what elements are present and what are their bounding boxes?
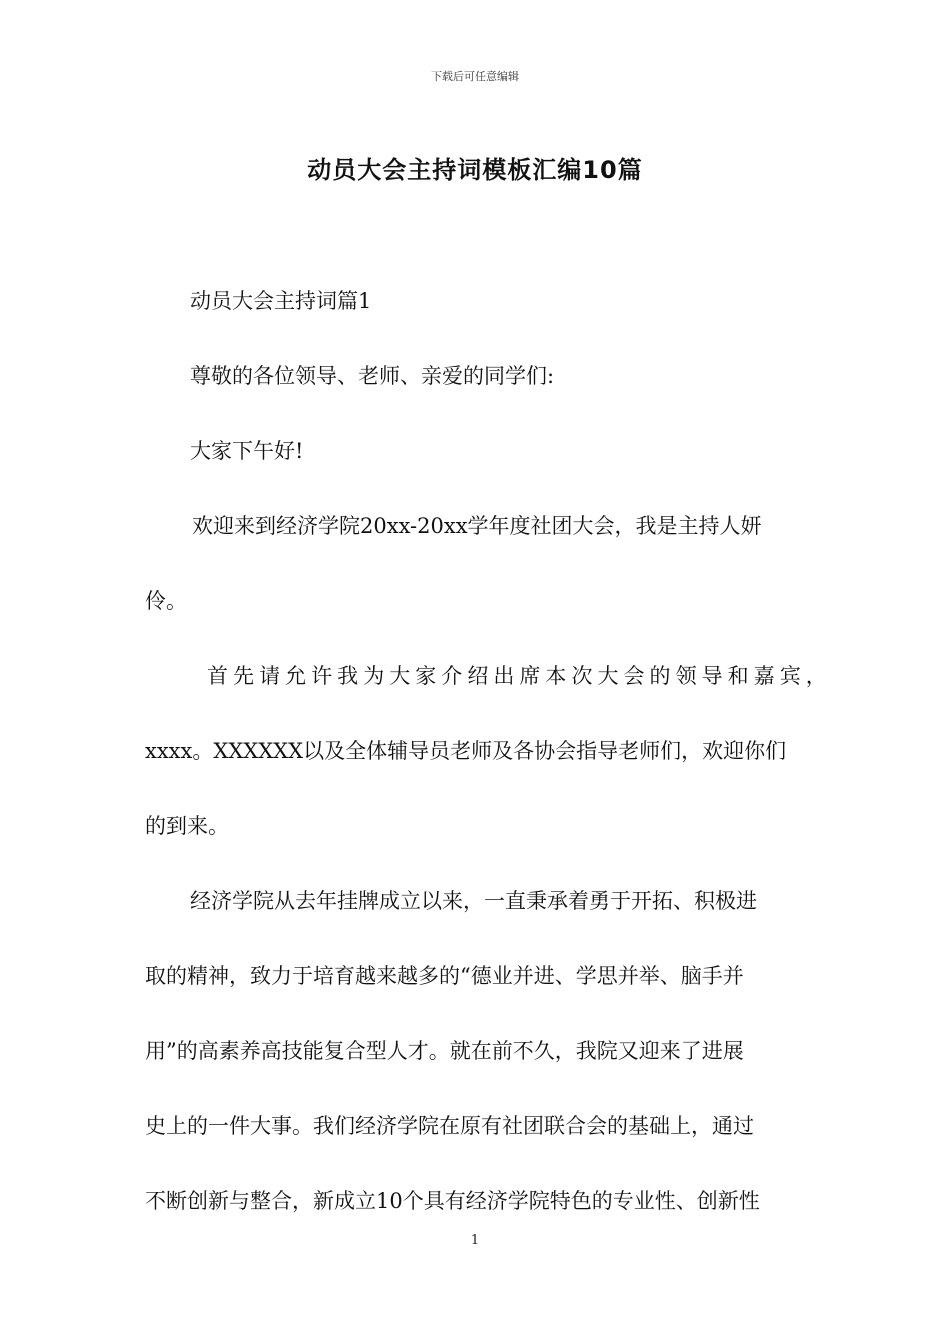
justified-char: 领 bbox=[675, 664, 697, 688]
justified-char: 为 bbox=[363, 664, 385, 688]
justified-char: 大 bbox=[597, 664, 619, 688]
paragraph-line: 不断创新与整合，新成立10个具有经济学院特色的专业性、创新性 bbox=[145, 1189, 760, 1213]
justified-char: 绍 bbox=[467, 664, 489, 688]
justified-char: 许 bbox=[311, 664, 333, 688]
paragraph-line: xxxx。XXXXXX以及全体辅导员老师及各协会指导老师们，欢迎你们 bbox=[145, 739, 787, 763]
paragraph-line: 的到来。 bbox=[145, 814, 229, 838]
justified-char: 出 bbox=[493, 664, 515, 688]
paragraph-line: 经济学院从去年挂牌成立以来，一直秉承着勇于开拓、积极进 bbox=[190, 889, 757, 913]
justified-char: 的 bbox=[649, 664, 671, 688]
justified-char: 大 bbox=[389, 664, 411, 688]
justified-char: 席 bbox=[519, 664, 541, 688]
justified-char: ， bbox=[805, 664, 827, 688]
justified-char: 嘉 bbox=[753, 664, 775, 688]
section-heading: 动员大会主持词篇1 bbox=[190, 289, 372, 313]
justified-char: 允 bbox=[285, 664, 307, 688]
justified-char: 会 bbox=[623, 664, 645, 688]
paragraph-line: 伶。 bbox=[145, 589, 187, 613]
justified-char: 家 bbox=[415, 664, 437, 688]
justified-char: 次 bbox=[571, 664, 593, 688]
paragraph-line: 用”的高素养高技能复合型人才。就在前不久，我院又迎来了进展 bbox=[145, 1039, 744, 1063]
justified-char: 我 bbox=[337, 664, 359, 688]
paragraph-line-justified bbox=[207, 662, 827, 690]
page-number: 1 bbox=[470, 1233, 480, 1248]
paragraph-line: 尊敬的各位领导、老师、亲爱的同学们: bbox=[190, 364, 555, 388]
paragraph-line: 大家下午好! bbox=[190, 439, 304, 463]
justified-char: 先 bbox=[233, 664, 255, 688]
justified-char: 本 bbox=[545, 664, 567, 688]
justified-char: 导 bbox=[701, 664, 723, 688]
justified-char: 介 bbox=[441, 664, 463, 688]
justified-char: 宾 bbox=[779, 664, 801, 688]
justified-char: 和 bbox=[727, 664, 749, 688]
document-title: 动员大会主持词模板汇编10篇 bbox=[307, 156, 643, 184]
paragraph-line: 取的精神，致力于培育越来越多的“德业并进、学思并举、脑手并 bbox=[145, 964, 744, 988]
justified-char: 首 bbox=[207, 664, 228, 688]
paragraph-line: 欢迎来到经济学院20xx-20xx学年度社团大会，我是主持人妍 bbox=[192, 514, 762, 538]
header-note: 下载后可任意编辑 bbox=[431, 70, 519, 83]
paragraph-line: 史上的一件大事。我们经济学院在原有社团联合会的基础上，通过 bbox=[145, 1114, 754, 1138]
justified-char: 请 bbox=[259, 664, 281, 688]
